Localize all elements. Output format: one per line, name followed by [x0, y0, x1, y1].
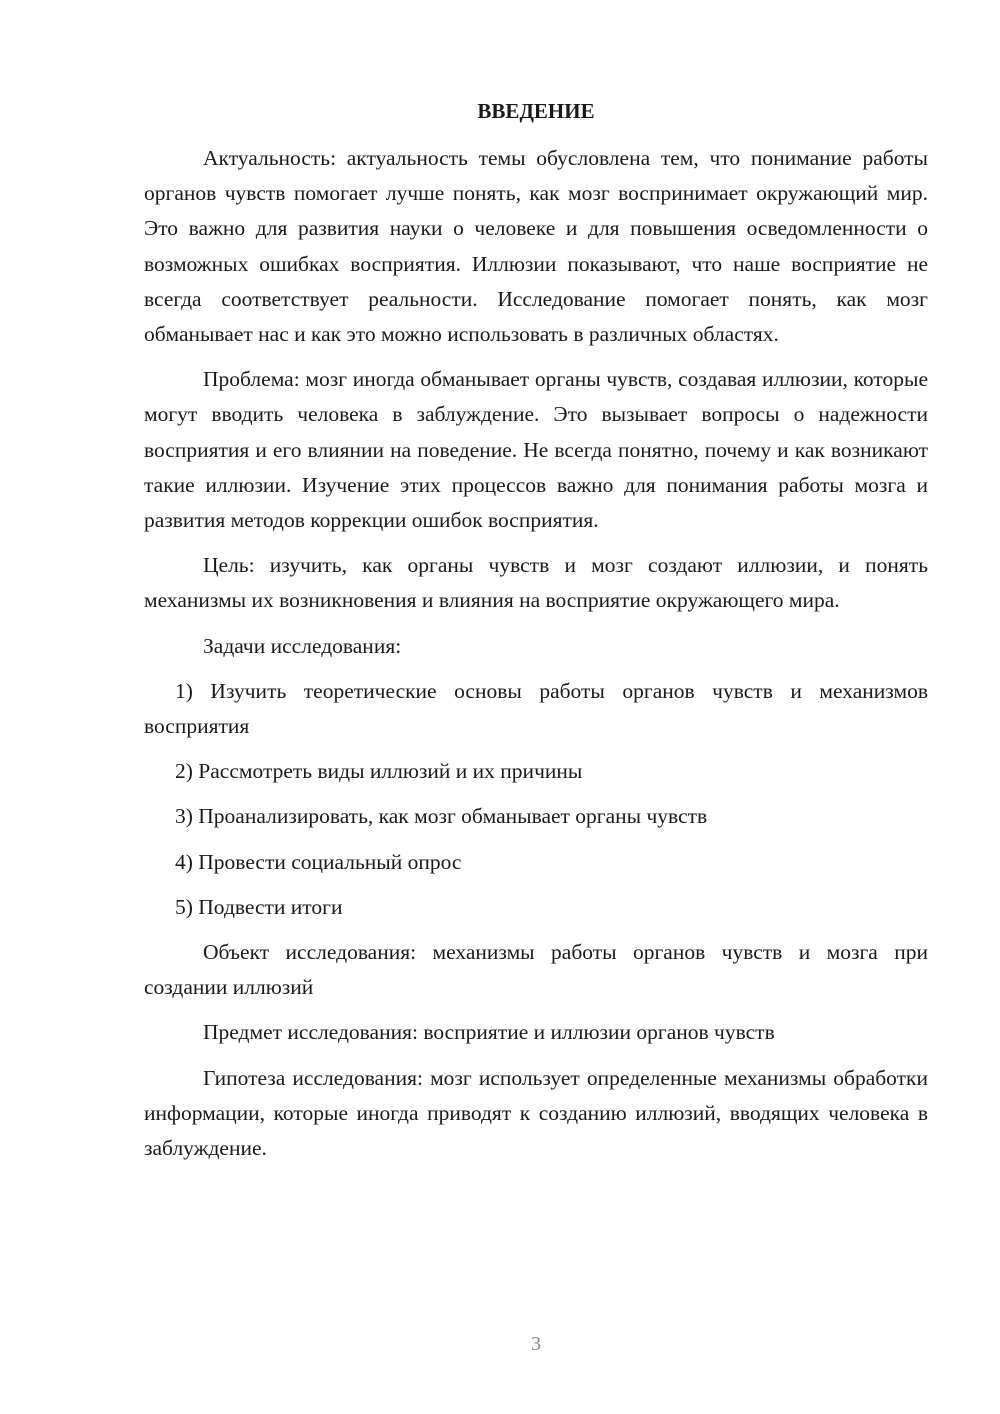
paragraph-subject: Предмет исследования: восприятие и иллюзии органов чувств: [203, 1020, 775, 1045]
paragraph-hypothesis: Гипотеза исследования: мозг использует определенные механизмы обработки информации, которые иногда приводят к созданию иллюзий, вводящих человека в заблуждение.: [144, 1065, 928, 1161]
paragraph-object: Объект исследования: механизмы работы органов чувств и мозга при создании иллюзий: [144, 940, 928, 1000]
section-title: ВВЕДЕНИЕ: [477, 99, 595, 123]
task-item-1: 1) Изучить теоретические основы работы органов чувств и механизмов восприятия: [144, 678, 928, 739]
task-item-3: 3) Проанализировать, как мозг обманывает органы чувств: [175, 804, 708, 829]
paragraph-relevance: Актуальность: актуальность темы обусловлена тем, что понимание работы органов чувств помогает лучше понять, как мозг воспринимает окружающий мир. Это важно для развития науки о человеке и для повышения осведомленности о возможных ошибках восприятия. Иллюзии показывают, что наше восприятие не всегда соответствует реальности. Исследование помогает понять, как мозг обманывает нас и как это можно использовать в различных областях.: [144, 146, 928, 347]
document-page: [144, 94, 928, 1176]
tasks-heading: Задачи исследования:: [203, 633, 402, 658]
paragraph-problem: Проблема: мозг иногда обманывает органы чувств, создавая иллюзии, которые могут вводить человека в заблуждение. Это вызывает вопросы о надежности восприятия и его влиянии на поведение. Не всегда понятно, почему и как возникают такие иллюзии. Изучение этих процессов важно для понимания работы мозга и развития методов коррекции ошибок восприятия.: [144, 367, 928, 533]
task-item-5: 5) Подвести итоги: [175, 894, 343, 919]
task-item-2: 2) Рассмотреть виды иллюзий и их причины: [175, 759, 583, 784]
task-item-4: 4) Провести социальный опрос: [175, 849, 462, 874]
page-number: 3: [531, 1333, 541, 1355]
paragraph-goal: Цель: изучить, как органы чувств и мозг создают иллюзии, и понять механизмы их возникновения и влияния на восприятие окружающего мира.: [144, 553, 928, 613]
